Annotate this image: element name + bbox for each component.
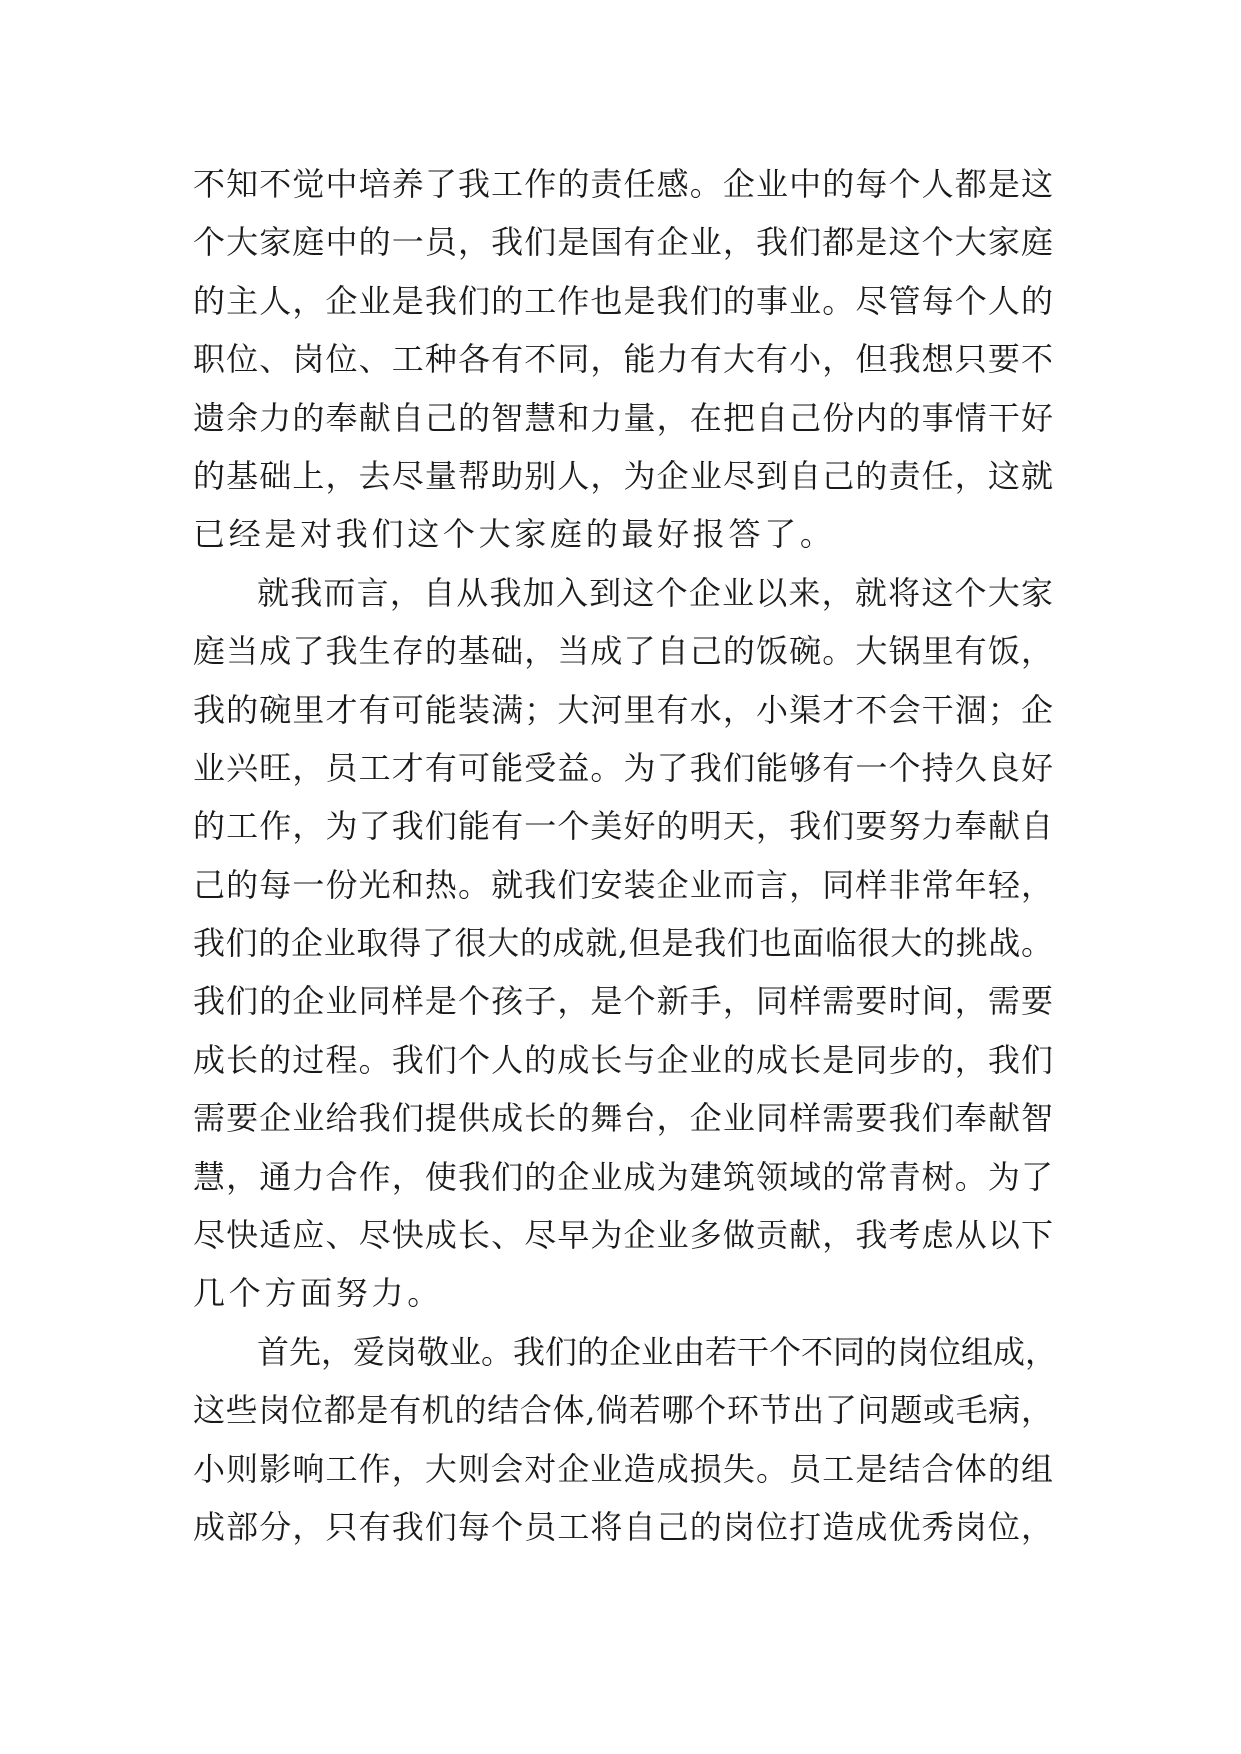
paragraph-first-line: 首先，爱岗敬业。我们的企业由若干个不同的岗位组成， (257, 1332, 1058, 1371)
text-line: 的主人，企业是我们的工作也是我们的事业。尽管每个人的 (193, 281, 1053, 320)
text-line: 需要企业给我们提供成长的舞台，企业同样需要我们奉献智 (193, 1099, 1053, 1138)
text-line: 业兴旺，员工才有可能受益。为了我们能够有一个持久良好 (193, 748, 1053, 787)
text-line: 已经是对我们这个大家庭的最好报答了。 (193, 515, 836, 554)
text-line: 己的每一份光和热。就我们安装企业而言，同样非常年轻， (193, 865, 1053, 904)
text-line: 成部分，只有我们每个员工将自己的岗位打造成优秀岗位， (193, 1507, 1053, 1546)
text-line: 慧，通力合作，使我们的企业成为建筑领域的常青树。为了 (193, 1157, 1053, 1196)
paragraph-first-line: 就我而言，自从我加入到这个企业以来，就将这个大家 (257, 573, 1053, 612)
text-line: 小则影响工作，大则会对企业造成损失。员工是结合体的组 (193, 1449, 1053, 1488)
text-line: 遗余力的奉献自己的智慧和力量，在把自己份内的事情干好 (193, 398, 1053, 437)
text-line: 我们的企业取得了很大的成就,但是我们也面临很大的挑战。 (193, 924, 1053, 963)
text-line: 个大家庭中的一员，我们是国有企业，我们都是这个大家庭 (193, 223, 1053, 262)
text-line: 成长的过程。我们个人的成长与企业的成长是同步的，我们 (193, 1040, 1053, 1079)
text-line: 的基础上，去尽量帮助别人，为企业尽到自己的责任，这就 (193, 456, 1053, 495)
text-line: 尽快适应、尽快成长、尽早为企业多做贡献，我考虑从以下 (193, 1216, 1053, 1255)
body-text (193, 155, 1058, 1556)
text-line: 我们的企业同样是个孩子，是个新手，同样需要时间，需要 (193, 982, 1053, 1021)
text-line: 不知不觉中培养了我工作的责任感。企业中的每个人都是这 (193, 165, 1053, 203)
text-line: 几个方面努力。 (193, 1274, 443, 1313)
text-line: 职位、岗位、工种各有不同，能力有大有小，但我想只要不 (193, 340, 1053, 379)
text-line: 这些岗位都是有机的结合体,倘若哪个环节出了问题或毛病， (193, 1391, 1053, 1430)
text-line: 的工作，为了我们能有一个美好的明天，我们要努力奉献自 (193, 807, 1053, 846)
text-line: 庭当成了我生存的基础，当成了自己的饭碗。大锅里有饭， (193, 632, 1053, 671)
text-line: 我的碗里才有可能装满；大河里有水，小渠才不会干涸；企 (193, 690, 1053, 729)
